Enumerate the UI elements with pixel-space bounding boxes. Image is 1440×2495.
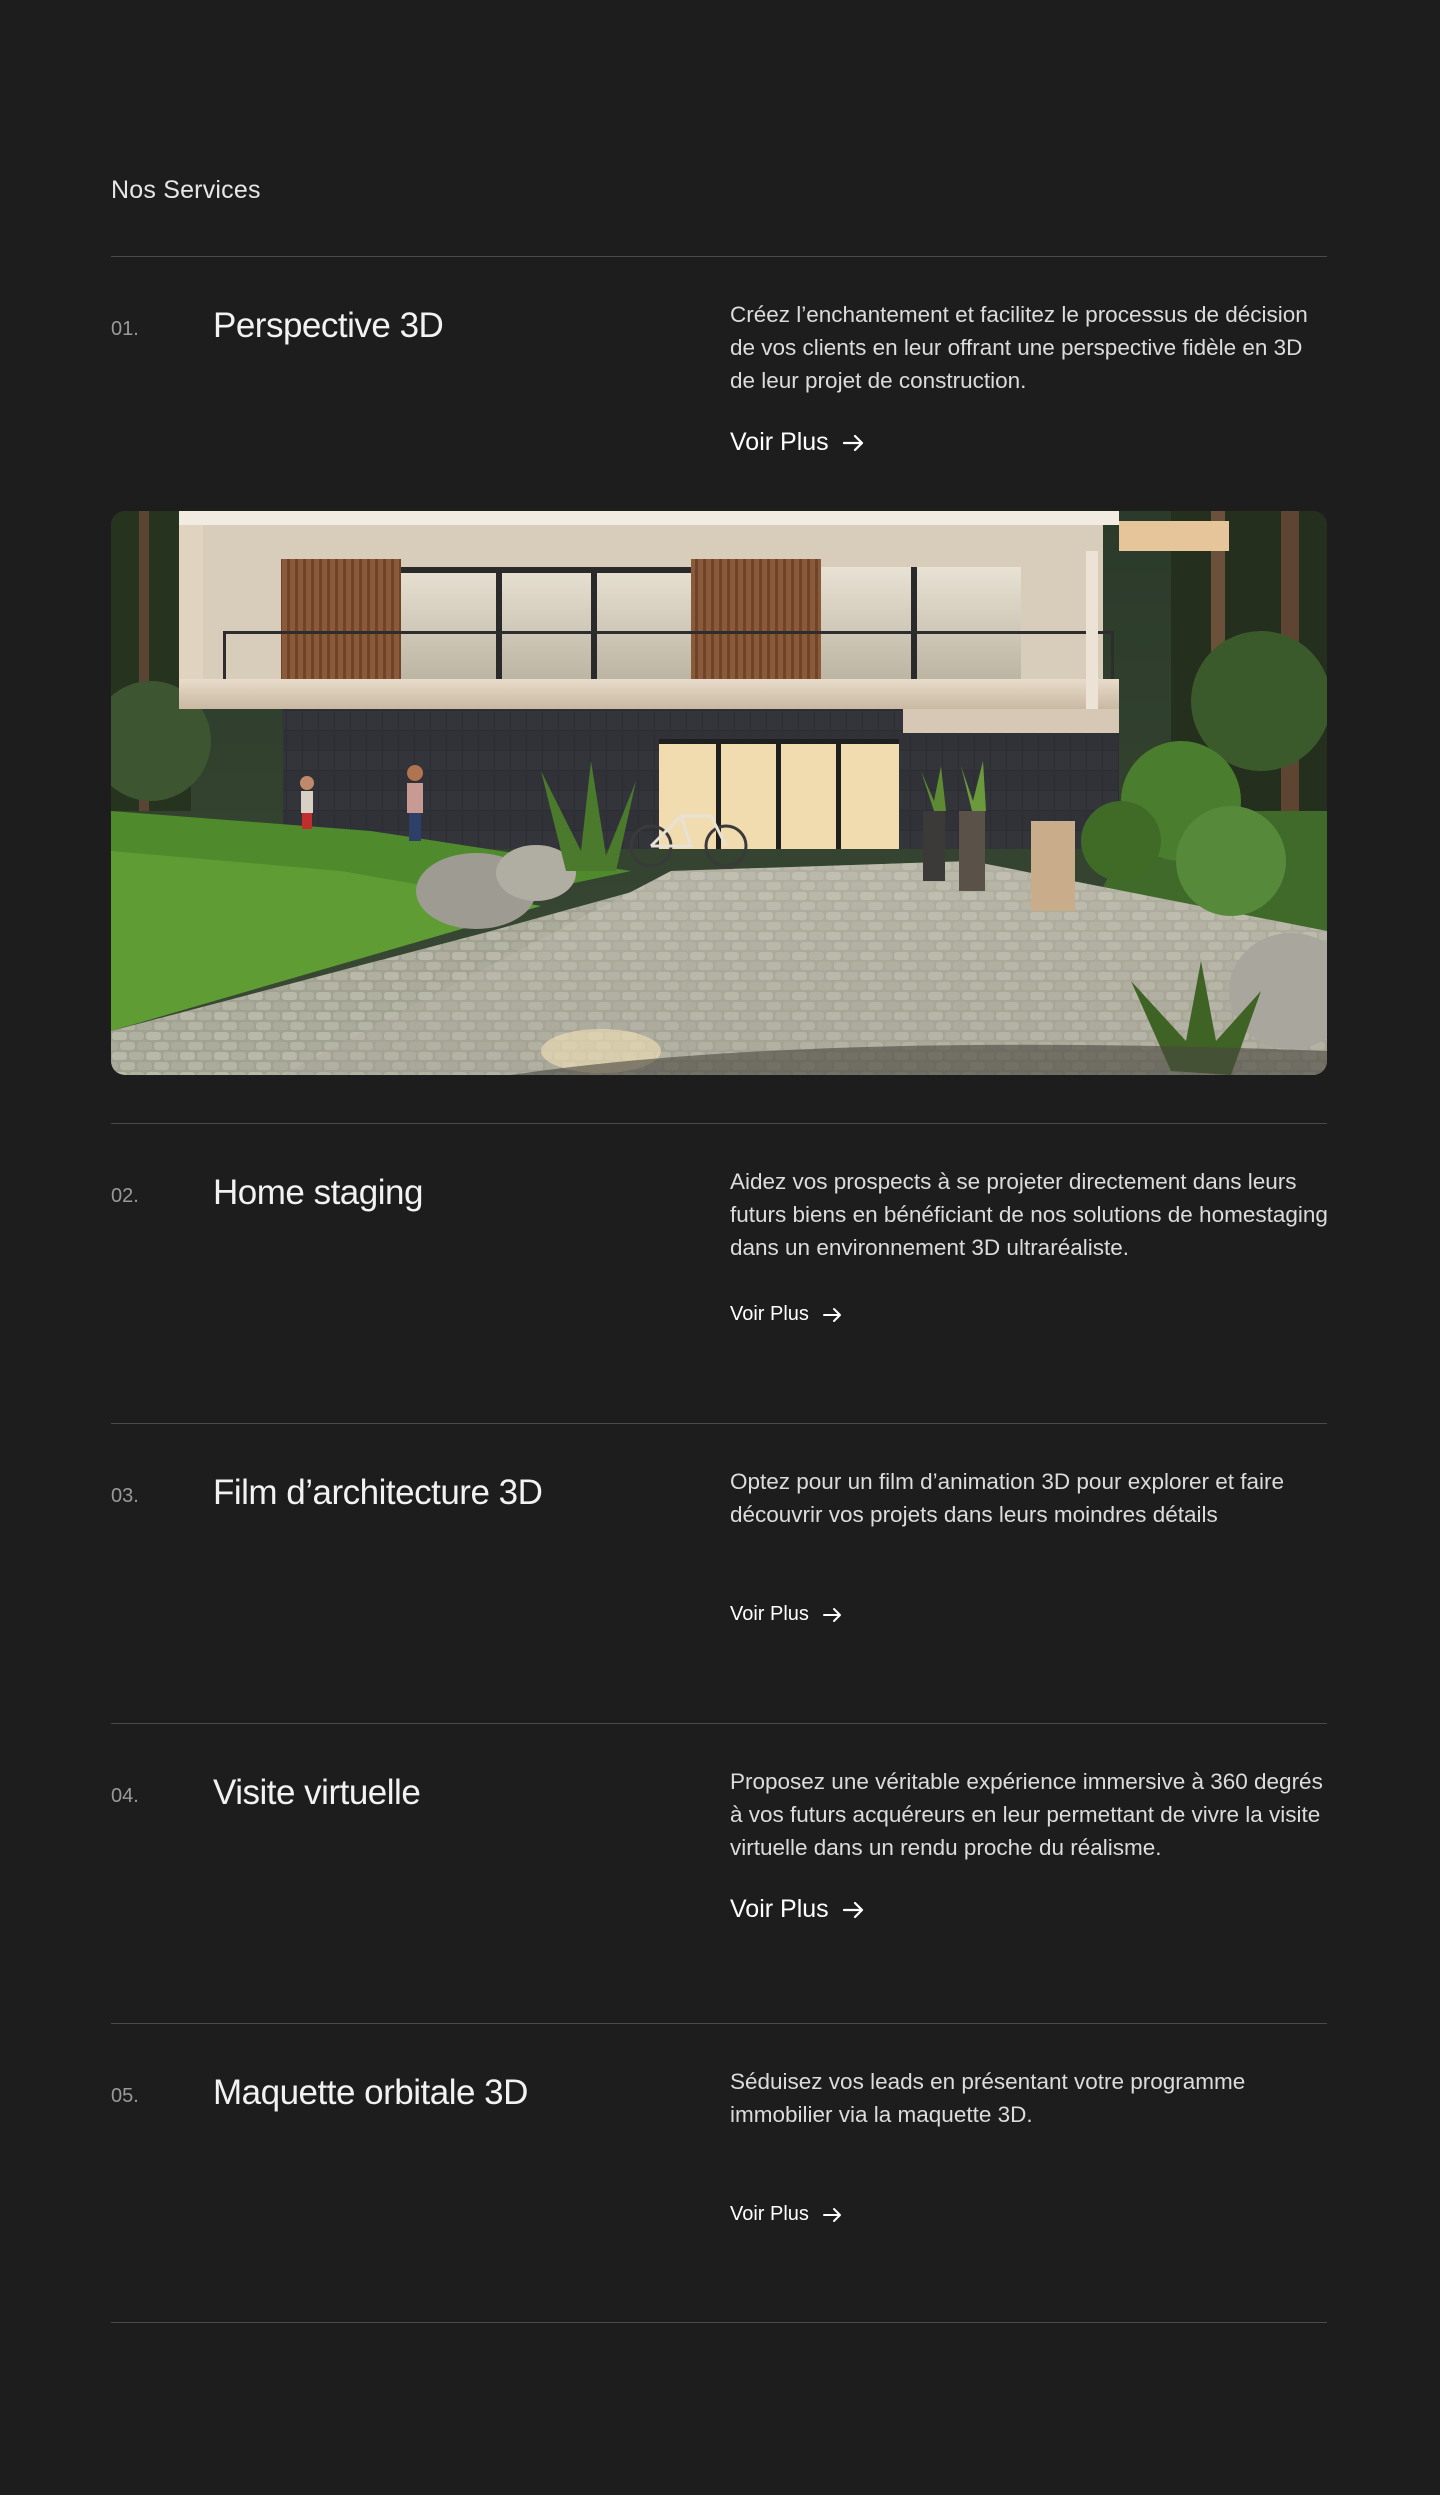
arrow-right-icon bbox=[823, 1307, 843, 1323]
arrow-right-icon bbox=[823, 2207, 843, 2223]
service-title: Maquette orbitale 3D bbox=[213, 2073, 528, 2112]
service-number: 05. bbox=[111, 2085, 139, 2107]
divider bbox=[111, 2322, 1327, 2323]
voir-plus-link[interactable] bbox=[730, 1895, 865, 1924]
section-title: Nos Services bbox=[111, 176, 261, 204]
divider bbox=[111, 1123, 1327, 1124]
service-number: 01. bbox=[111, 318, 139, 340]
divider bbox=[111, 1423, 1327, 1424]
divider bbox=[111, 2023, 1327, 2024]
service-title: Home staging bbox=[213, 1173, 423, 1212]
voir-plus-link[interactable] bbox=[730, 1603, 843, 1626]
arrow-right-icon bbox=[843, 1901, 865, 1919]
perspective-3d-render-image bbox=[111, 511, 1327, 1075]
service-description: Aidez vos prospects à se projeter directement dans leurs futurs biens en bénéficiant de nos solutions de homestaging dans un environnement 3D ultraréaliste. bbox=[730, 1169, 1328, 1260]
service-number: 04. bbox=[111, 1785, 139, 1807]
service-description: Séduisez vos leads en présentant votre programme immobilier via la maquette 3D. bbox=[730, 2069, 1246, 2127]
arrow-right-icon bbox=[843, 434, 865, 452]
voir-plus-label: Voir Plus bbox=[730, 1303, 809, 1325]
divider bbox=[111, 256, 1327, 257]
voir-plus-label: Voir Plus bbox=[730, 1603, 809, 1625]
service-number: 02. bbox=[111, 1185, 139, 1207]
voir-plus-label: Voir Plus bbox=[730, 2203, 809, 2225]
voir-plus-link[interactable] bbox=[730, 1303, 843, 1326]
service-number: 03. bbox=[111, 1485, 139, 1507]
service-description: Créez l’enchantement et facilitez le processus de décision de vos clients en leur offrant une perspective fidèle en 3D de leur projet de construction. bbox=[730, 302, 1308, 393]
voir-plus-label: Voir Plus bbox=[730, 428, 829, 456]
voir-plus-link[interactable] bbox=[730, 2203, 843, 2226]
service-title: Film d’architecture 3D bbox=[213, 1473, 543, 1512]
arrow-right-icon bbox=[823, 1607, 843, 1623]
voir-plus-link[interactable] bbox=[730, 428, 865, 457]
service-title: Visite virtuelle bbox=[213, 1773, 421, 1812]
service-description: Proposez une véritable expérience immersive à 360 degrés à vos futurs acquéreurs en leur permettant de vivre la visite virtuelle dans un rendu proche du réalisme. bbox=[730, 1769, 1323, 1860]
service-description: Optez pour un film d’animation 3D pour explorer et faire découvrir vos projets dans leurs moindres détails bbox=[730, 1469, 1285, 1527]
service-title: Perspective 3D bbox=[213, 306, 444, 345]
voir-plus-label: Voir Plus bbox=[730, 1895, 829, 1923]
divider bbox=[111, 1723, 1327, 1724]
